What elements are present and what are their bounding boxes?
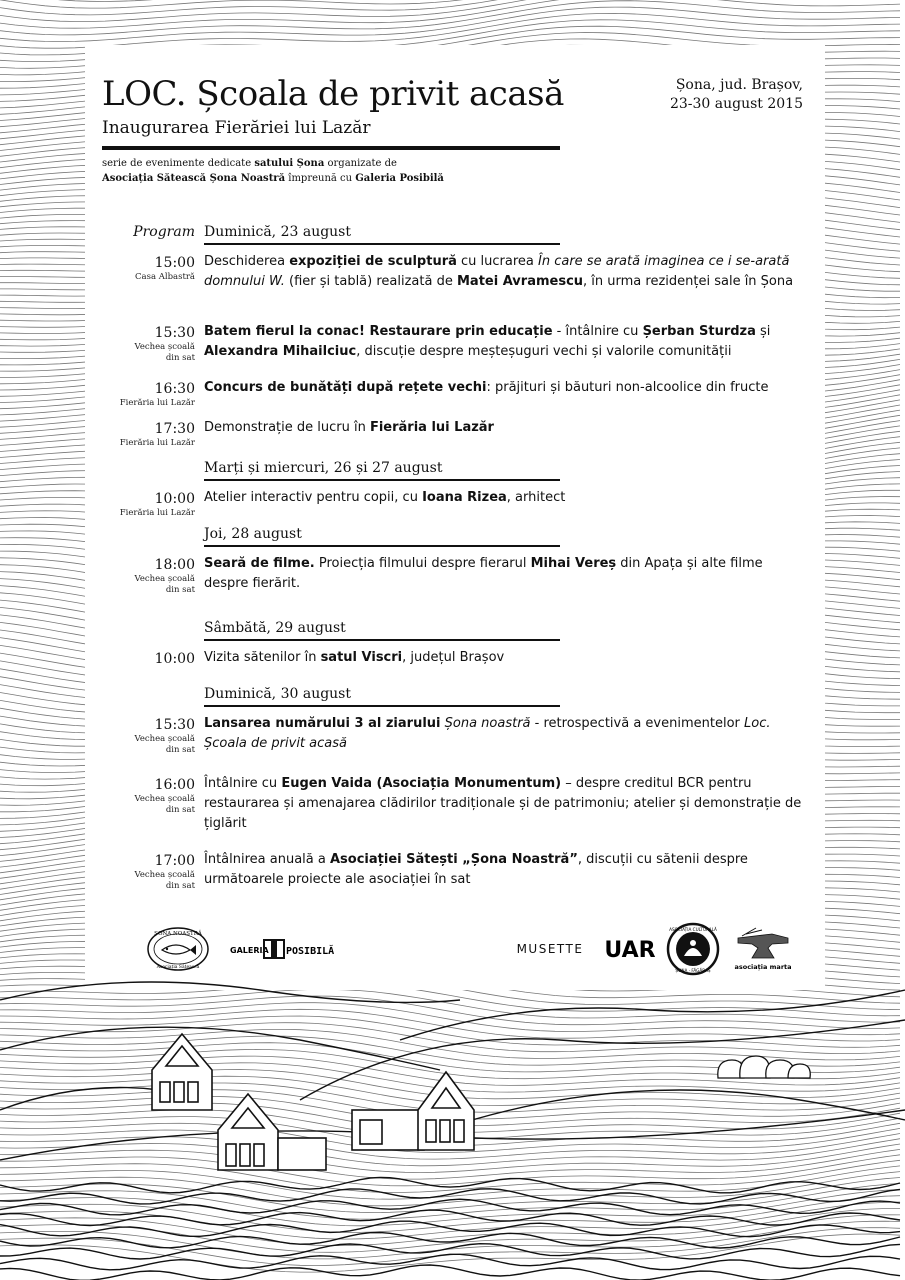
- event-text: : prăjituri și băuturi non-alcoolice din fructe: [486, 380, 769, 395]
- posibila-logo-text: POSIBILĂ: [286, 946, 335, 957]
- event-text: , în urma rezidenței sale în Șona: [583, 274, 794, 289]
- event-time: 15:00: [154, 255, 195, 271]
- event-dates: 23-30 august 2015: [669, 96, 803, 112]
- background-wave-line: [0, 0, 900, 28]
- event-artwork-title: În care se arată imaginea ce i se-arată domnului W.: [204, 254, 790, 289]
- intro-gallery: Galeria Posibilă: [355, 173, 444, 184]
- event-person: Eugen Vaida (Asociația Monumentum): [281, 776, 562, 791]
- event-text: - retrospectivă a evenimentelor: [530, 716, 745, 731]
- event-highlight: expoziției de sculptură: [289, 254, 457, 269]
- intro-text-part: serie de evenimente dedicate: [102, 158, 255, 169]
- title-rule: [102, 146, 560, 150]
- musette-logo-text: MUSETTE: [516, 942, 584, 956]
- event-person: Șerban Sturdza: [642, 324, 756, 339]
- event-text: din Apața și alte filme despre fierărit.: [204, 556, 763, 591]
- event-time-block: [100, 852, 195, 891]
- event-description: [204, 488, 804, 508]
- event-venue: Vechea școală: [134, 342, 195, 352]
- day-heading: Sâmbătă, 29 august: [204, 620, 560, 641]
- event-description: [204, 714, 804, 754]
- sona-logo-bottom-text: Asociația Sătească: [156, 965, 200, 970]
- musette-logo: [510, 938, 590, 960]
- seal-bottom-text: ȘONA · FĂGĂRAȘ: [675, 968, 711, 973]
- event-highlight: Batem fierul la conac! Restaurare prin educație: [204, 324, 553, 339]
- event-highlight: Lansarea numărului 3 al ziarului: [204, 716, 441, 731]
- event-venue: din sat: [165, 584, 195, 595]
- location-block: [670, 76, 803, 114]
- event-text: Întâlnirea anuală a: [204, 852, 330, 867]
- event-text: Vizita sătenilor în: [204, 650, 321, 665]
- event-description: [204, 418, 804, 438]
- event-text: , județul Brașov: [402, 650, 505, 665]
- background-wave-line: [0, 0, 900, 15]
- event-description: [204, 850, 804, 890]
- event-venue: Vechea școală: [134, 574, 195, 584]
- event-text: , discuție despre meșteșuguri vechi și valorile comunității: [356, 344, 732, 359]
- event-time: 15:30: [154, 325, 195, 341]
- event-venue: Fierăria lui Lazăr: [119, 438, 195, 448]
- sona-logo-top-text: ȘONA NOASTRĂ: [154, 931, 202, 937]
- event-time: 10:00: [154, 491, 195, 507]
- event-highlight: satul Viscri: [320, 650, 403, 665]
- event-time: 17:30: [154, 421, 195, 437]
- event-venue: Vechea școală: [134, 870, 195, 880]
- event-highlight: Concurs de bunătăți după rețete vechi: [204, 380, 487, 395]
- day-heading: Duminică, 30 august: [204, 686, 560, 707]
- event-text: (fier și tablă) realizată de: [284, 274, 457, 289]
- galeria-logo-text: GALERIA: [230, 946, 269, 955]
- event-venue: Vechea școală: [134, 794, 195, 804]
- event-time-block: [100, 716, 195, 755]
- field-wave-line: [0, 1177, 900, 1192]
- field-wave-line: [0, 1189, 900, 1204]
- event-time-block: [100, 254, 195, 283]
- page-title: LOC. Școala de privit acasă: [102, 74, 564, 114]
- event-text: Demonstrație de lucru în: [204, 420, 370, 435]
- event-venue: din sat: [165, 352, 195, 363]
- program-label: Program: [133, 224, 195, 240]
- event-text: și: [755, 324, 771, 339]
- event-venue: din sat: [165, 744, 195, 755]
- event-highlight: Seară de filme.: [204, 556, 315, 571]
- event-description: [204, 554, 804, 594]
- event-text: – despre creditul BCR pentru restaurarea și amenajarea clădirilor tradiționale și de patrimoniu; atelier și demonstrație de țiglărit: [204, 776, 802, 831]
- event-description: [204, 774, 804, 834]
- event-description: [204, 648, 804, 668]
- event-text: Deschiderea: [204, 254, 290, 269]
- event-time-block: [100, 650, 195, 668]
- event-time: 16:00: [154, 777, 195, 793]
- event-time-block: [100, 776, 195, 815]
- intro-text-part: organizate de: [324, 158, 397, 169]
- event-time-block: [100, 420, 195, 449]
- intro-text: [102, 156, 444, 186]
- event-text: , arhitect: [506, 490, 566, 505]
- event-newspaper-title: Șona noastră: [444, 716, 531, 731]
- field-wave-line: [0, 1221, 900, 1237]
- event-time: 10:00: [154, 651, 195, 667]
- event-time-block: [100, 380, 195, 409]
- event-time: 17:00: [154, 853, 195, 869]
- event-text: Proiecția filmului despre fierarul: [314, 556, 531, 571]
- event-time-block: [100, 556, 195, 595]
- event-series-title: Loc. Școala de privit acasă: [204, 716, 771, 751]
- event-person: Ioana Rizea: [422, 490, 507, 505]
- event-description: [204, 252, 804, 292]
- event-venue: Vechea școală: [134, 734, 195, 744]
- event-text: Atelier interactiv pentru copii, cu: [204, 490, 423, 505]
- day-heading: Marți și miercuri, 26 și 27 august: [204, 460, 560, 481]
- event-time-block: [100, 324, 195, 363]
- field-wave-line: [0, 1210, 900, 1226]
- event-text: Întâlnire cu: [204, 776, 282, 791]
- marta-logo-text: asociația marta: [734, 963, 792, 971]
- village-landscape-illustration: [0, 960, 905, 1280]
- event-text: , discuții cu sătenii despre următoarele proiecte ale asociației în sat: [204, 852, 748, 887]
- event-artist: Matei Avramescu: [456, 274, 584, 289]
- event-venue: Fierăria lui Lazăr: [119, 398, 195, 408]
- uar-logo-text: UAR: [604, 938, 656, 963]
- event-venue: Fierăria lui Lazăr: [119, 508, 195, 518]
- day-heading: Duminică, 23 august: [204, 224, 560, 245]
- event-time: 15:30: [154, 717, 195, 733]
- event-person: Alexandra Mihailciuc: [204, 344, 357, 359]
- event-highlight: Asociației Sătești „Șona Noastră”: [329, 852, 578, 867]
- event-venue: din sat: [165, 804, 195, 815]
- event-time-block: [100, 490, 195, 519]
- intro-association: Asociația Sătească Șona Noastră: [102, 173, 286, 184]
- event-time: 16:30: [154, 381, 195, 397]
- galeria-posibila-logo: [228, 937, 340, 961]
- field-wave-line: [0, 1244, 900, 1259]
- event-text: cu lucrarea: [456, 254, 539, 269]
- event-description: [204, 378, 804, 398]
- event-person: Mihai Vereș: [530, 556, 617, 571]
- day-heading: Joi, 28 august: [204, 526, 560, 547]
- event-time: 18:00: [154, 557, 195, 573]
- seal-top-text: ASOCIAȚIA CULTURALĂ: [669, 927, 717, 932]
- event-description: [204, 322, 804, 362]
- content-panel: [85, 45, 825, 990]
- background-wave-line: [0, 13, 900, 48]
- event-text: - întâlnire cu: [552, 324, 643, 339]
- intro-text-part: împreună cu: [285, 173, 356, 184]
- event-venue: din sat: [165, 880, 195, 891]
- field-wave-line: [0, 1199, 900, 1215]
- page-subtitle: Inaugurarea Fierăriei lui Lazăr: [102, 118, 371, 138]
- location-text: Șona, jud. Brașov,: [675, 77, 803, 93]
- event-highlight: Fierăria lui Lazăr: [369, 420, 494, 435]
- event-venue: Casa Albastră: [135, 272, 195, 282]
- intro-village: satului Șona: [254, 158, 325, 169]
